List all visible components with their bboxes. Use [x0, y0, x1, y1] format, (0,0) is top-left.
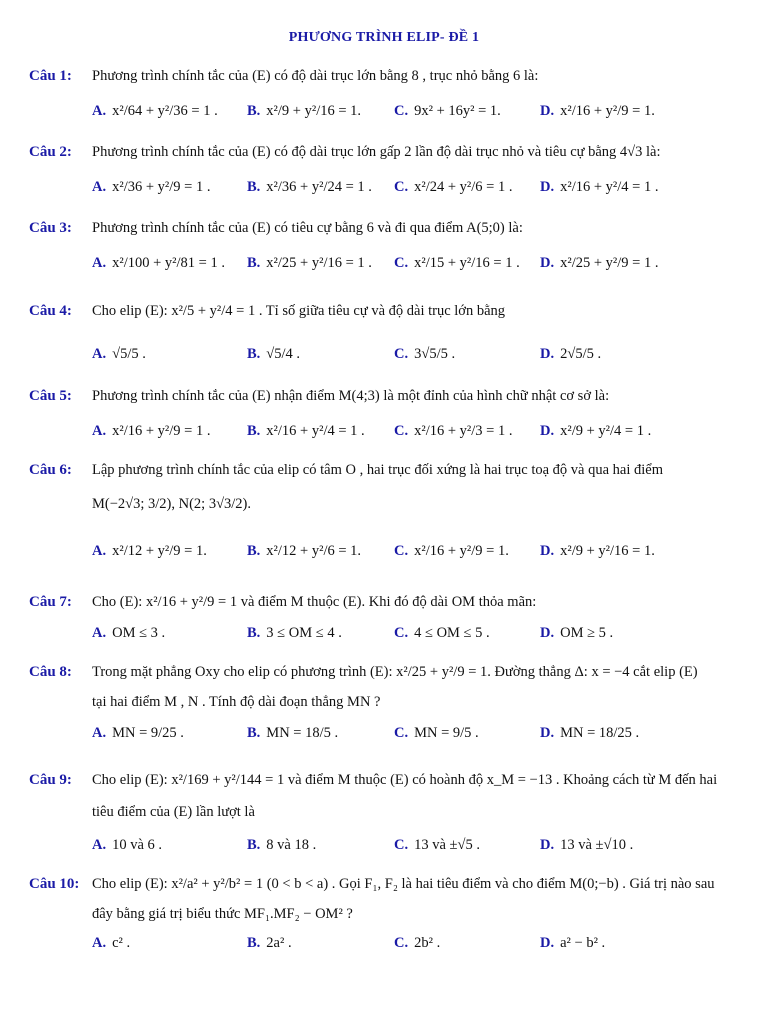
option-text: 4 ≤ OM ≤ 5 . [414, 624, 490, 641]
option-text: x²/9 + y²/16 = 1. [560, 542, 655, 559]
option-text: 8 và 18 . [266, 836, 317, 853]
option-letter: A. [92, 422, 107, 439]
option-letter: A. [92, 102, 107, 119]
option-text: √5/5 . [112, 345, 146, 362]
question-stem: Lập phương trình chính tắc của elip có tâm O , hai trục đối xứng là hai trục toạ độ và qua hai điểm [92, 462, 663, 478]
question-6 [0, 456, 768, 568]
option-c[interactable] [394, 828, 480, 862]
answer-options [0, 616, 768, 650]
option-text: x²/36 + y²/24 = 1 . [266, 178, 372, 195]
option-letter: A. [92, 178, 107, 195]
option-a[interactable] [92, 716, 184, 750]
option-text: 3√5/5 . [414, 345, 456, 362]
option-c[interactable] [394, 414, 512, 448]
option-b[interactable] [247, 94, 361, 128]
option-c[interactable] [394, 616, 490, 650]
option-b[interactable] [247, 170, 372, 204]
option-b[interactable] [247, 534, 361, 568]
option-b[interactable] [247, 926, 292, 960]
answer-options [0, 246, 768, 280]
option-letter: C. [394, 422, 409, 439]
option-text: MN = 9/5 . [414, 724, 479, 741]
option-letter: B. [247, 178, 261, 195]
question-8 [0, 658, 768, 750]
option-d[interactable] [540, 534, 655, 568]
option-text: MN = 9/25 . [112, 724, 184, 741]
option-a[interactable] [92, 534, 207, 568]
option-a[interactable] [92, 170, 210, 204]
option-letter: D. [540, 934, 555, 951]
option-text: 3 ≤ OM ≤ 4 . [266, 624, 342, 641]
answer-options [0, 94, 768, 128]
option-d[interactable] [540, 337, 601, 371]
question-stem: Cho elip (E): x²/169 + y²/144 = 1 và điểm M thuộc (E) có hoành độ x_M = −13 . Khoảng cách từ M đến hai [92, 772, 718, 788]
option-c[interactable] [394, 926, 440, 960]
option-text: x²/100 + y²/81 = 1 . [112, 254, 225, 271]
option-letter: C. [394, 624, 409, 641]
option-d[interactable] [540, 246, 658, 280]
option-letter: C. [394, 934, 409, 951]
option-letter: A. [92, 836, 107, 853]
option-text: OM ≥ 5 . [560, 624, 614, 641]
option-text: OM ≤ 3 . [112, 624, 166, 641]
option-c[interactable] [394, 170, 512, 204]
option-text: x²/24 + y²/6 = 1 . [414, 178, 513, 195]
question-3 [0, 214, 768, 276]
option-letter: C. [394, 724, 409, 741]
option-a[interactable] [92, 926, 130, 960]
option-letter: C. [394, 254, 409, 271]
option-a[interactable] [92, 337, 146, 371]
question-stem: Phương trình chính tắc của (E) nhận điểm M(4;3) là một đỉnh của hình chữ nhật cơ sở là: [92, 388, 610, 404]
question-10 [0, 870, 768, 960]
option-letter: A. [92, 254, 107, 271]
option-a[interactable] [92, 828, 162, 862]
option-letter: D. [540, 102, 555, 119]
option-c[interactable] [394, 94, 501, 128]
question-label: Câu 7: [29, 594, 72, 610]
option-text: x²/9 + y²/16 = 1. [266, 102, 362, 119]
option-text: a² − b² . [560, 934, 606, 951]
option-d[interactable] [540, 414, 651, 448]
option-c[interactable] [394, 337, 455, 371]
option-a[interactable] [92, 94, 218, 128]
option-text: x²/64 + y²/36 = 1 . [112, 102, 218, 119]
question-stem: Phương trình chính tắc của (E) có độ dài trục lớn gấp 2 lần độ dài trục nhỏ và tiêu cự bằng 4√3 là: [92, 144, 661, 160]
question-stem-continued: M(−2√3; 3/2), N(2; 3√3/2). [92, 496, 252, 512]
option-letter: A. [92, 624, 107, 641]
answer-options [0, 337, 768, 371]
question-stem: Cho (E): x²/16 + y²/9 = 1 và điểm M thuộc (E). Khi đó độ dài OM thỏa mãn: [92, 594, 537, 610]
option-letter: B. [247, 724, 261, 741]
option-text: MN = 18/5 . [266, 724, 339, 741]
option-text: 13 và ±√5 . [414, 836, 480, 853]
option-text: x²/36 + y²/9 = 1 . [112, 178, 211, 195]
option-letter: A. [92, 345, 107, 362]
option-letter: D. [540, 422, 555, 439]
question-label: Câu 3: [29, 220, 72, 236]
answer-options [0, 828, 768, 862]
option-text: x²/16 + y²/9 = 1 . [112, 422, 211, 439]
option-letter: C. [394, 102, 409, 119]
question-9 [0, 766, 768, 858]
option-letter: C. [394, 836, 409, 853]
option-text: c² . [112, 934, 131, 951]
option-b[interactable] [247, 414, 365, 448]
option-letter: B. [247, 624, 261, 641]
question-label: Câu 1: [29, 68, 72, 84]
option-b[interactable] [247, 716, 338, 750]
answer-options [0, 534, 768, 568]
option-a[interactable] [92, 616, 165, 650]
option-b[interactable] [247, 828, 316, 862]
option-text: 2√5/5 . [560, 345, 602, 362]
option-letter: B. [247, 836, 261, 853]
option-d[interactable] [540, 926, 605, 960]
option-text: x²/25 + y²/9 = 1 . [560, 254, 659, 271]
question-stem: Trong mặt phẳng Oxy cho elip có phương trình (E): x²/25 + y²/9 = 1. Đường thẳng Δ: x = −4 cắt elip (E) [92, 664, 698, 680]
question-stem: Cho elip (E): x²/a² + y²/b² = 1 (0 < b < a) . Gọi F₁, F₂ là hai tiêu điểm và cho điểm M(0;−b) . Giá trị nào sau [92, 876, 715, 892]
option-text: 2b² . [414, 934, 441, 951]
option-letter: C. [394, 178, 409, 195]
option-text: √5/4 . [266, 345, 301, 362]
option-text: x²/12 + y²/6 = 1. [266, 542, 362, 559]
option-letter: D. [540, 254, 555, 271]
option-text: x²/16 + y²/4 = 1 . [266, 422, 365, 439]
option-letter: B. [247, 422, 261, 439]
option-a[interactable] [92, 246, 225, 280]
answer-options [0, 716, 768, 750]
option-letter: B. [247, 254, 261, 271]
question-2 [0, 138, 768, 200]
answer-options [0, 414, 768, 448]
option-text: x²/25 + y²/16 = 1 . [266, 254, 372, 271]
option-b[interactable] [247, 246, 372, 280]
option-d[interactable] [540, 616, 613, 650]
option-letter: D. [540, 542, 555, 559]
question-label: Câu 8: [29, 664, 72, 680]
option-d[interactable] [540, 170, 658, 204]
question-stem-continued: tiêu điểm của (E) lần lượt là [92, 804, 255, 820]
option-a[interactable] [92, 414, 210, 448]
answer-options [0, 170, 768, 204]
question-label: Câu 6: [29, 462, 72, 478]
option-letter: B. [247, 345, 261, 362]
question-7 [0, 588, 768, 646]
question-stem: Phương trình chính tắc của (E) có tiêu cự bằng 6 và đi qua điểm A(5;0) là: [92, 220, 523, 236]
option-text: x²/16 + y²/3 = 1 . [414, 422, 513, 439]
option-text: x²/16 + y²/4 = 1 . [560, 178, 659, 195]
question-label: Câu 5: [29, 388, 72, 404]
option-text: x²/9 + y²/4 = 1 . [560, 422, 652, 439]
option-letter: B. [247, 102, 261, 119]
option-letter: D. [540, 724, 555, 741]
option-letter: C. [394, 345, 409, 362]
option-c[interactable] [394, 246, 520, 280]
option-c[interactable] [394, 534, 509, 568]
option-d[interactable] [540, 94, 655, 128]
option-text: x²/15 + y²/16 = 1 . [414, 254, 520, 271]
option-letter: B. [247, 934, 261, 951]
option-letter: A. [92, 724, 107, 741]
option-text: 13 và ±√10 . [560, 836, 634, 853]
option-text: 2a² . [266, 934, 292, 951]
option-b[interactable] [247, 337, 300, 371]
question-label: Câu 2: [29, 144, 72, 160]
question-label: Câu 9: [29, 772, 72, 788]
question-5 [0, 382, 768, 448]
option-letter: D. [540, 836, 555, 853]
question-4 [0, 297, 768, 373]
question-stem: Phương trình chính tắc của (E) có độ dài trục lớn bằng 8 , trục nhỏ bằng 6 là: [92, 68, 539, 84]
question-1 [0, 62, 768, 124]
question-stem-continued: tại hai điểm M , N . Tính độ dài đoạn thẳng MN ? [92, 694, 381, 710]
answer-options [0, 926, 768, 960]
option-d[interactable] [540, 828, 633, 862]
option-d[interactable] [540, 716, 639, 750]
question-label: Câu 10: [29, 876, 80, 892]
option-text: x²/12 + y²/9 = 1. [112, 542, 207, 559]
option-b[interactable] [247, 616, 342, 650]
option-text: x²/16 + y²/9 = 1. [560, 102, 655, 119]
page-title: PHƯƠNG TRÌNH ELIP- ĐỀ 1 [288, 30, 480, 45]
option-c[interactable] [394, 716, 479, 750]
option-text: MN = 18/25 . [560, 724, 640, 741]
option-letter: D. [540, 345, 555, 362]
option-letter: C. [394, 542, 409, 559]
question-stem-continued: đây bằng giá trị biểu thức MF₁.MF₂ − OM² ? [92, 906, 353, 922]
option-text: 9x² + 16y² = 1. [414, 102, 501, 119]
option-letter: A. [92, 934, 107, 951]
option-text: 10 và 6 . [112, 836, 163, 853]
question-stem: Cho elip (E): x²/5 + y²/4 = 1 . Tỉ số giữa tiêu cự và độ dài trục lớn bằng [92, 303, 506, 319]
option-letter: D. [540, 624, 555, 641]
option-text: x²/16 + y²/9 = 1. [414, 542, 509, 559]
question-label: Câu 4: [29, 303, 72, 319]
option-letter: A. [92, 542, 107, 559]
option-letter: D. [540, 178, 555, 195]
option-letter: B. [247, 542, 261, 559]
